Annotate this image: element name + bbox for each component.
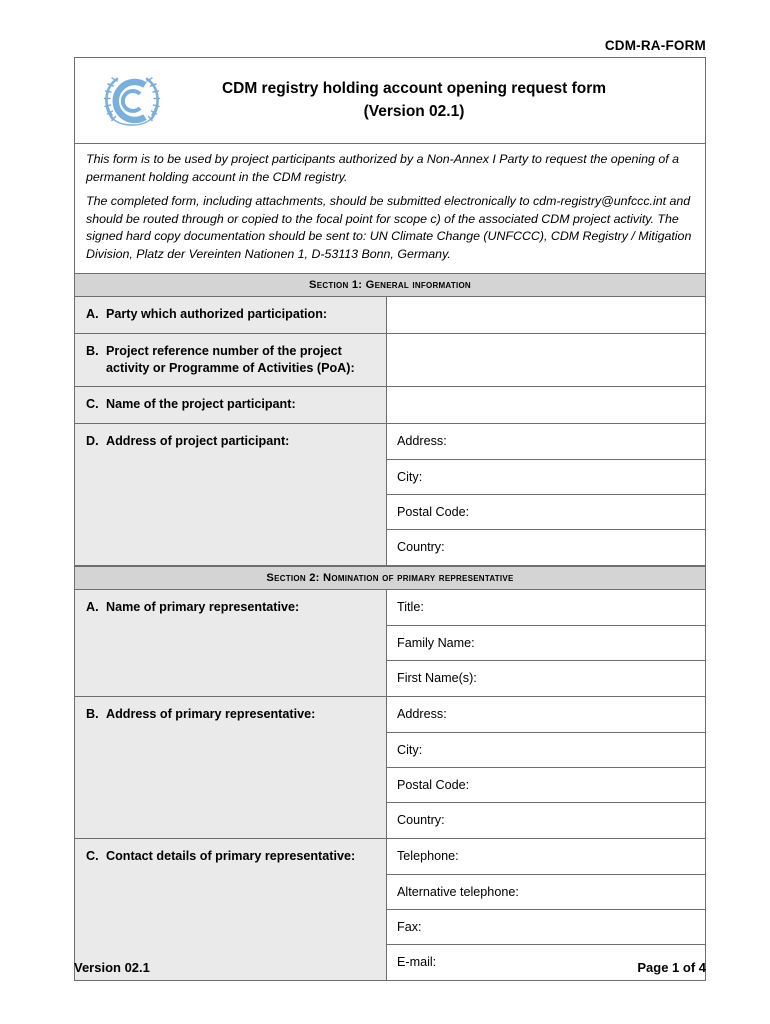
table-row [75,590,705,697]
field-label-1b [75,334,387,387]
subfield-country[interactable]: Country: [397,813,445,828]
subfield-postal-code[interactable]: Postal Code: [387,768,705,803]
page-footer [74,960,706,975]
field-label-text: Address of project participant: [106,434,290,449]
section-2-header: Section 2: Nomination of primary representative [75,566,705,590]
field-label-text: Project reference number of the project activity or Programme of Activities (PoA): [106,343,355,376]
field-label-text: Contact details of primary representative: [106,849,356,864]
field-label-1d [75,424,387,565]
unfccc-logo-icon [97,70,167,132]
field-letter: D. [86,434,99,449]
form-frame [74,57,706,981]
title-band [75,58,705,144]
subfield-address[interactable]: Address: [387,424,705,459]
field-value-wrap-1b [387,334,705,387]
table-row [75,334,705,388]
field-label-1c [75,387,387,423]
subfield-country[interactable]: Country: [397,540,445,555]
field-letter: B. [86,343,99,358]
subfield-email[interactable]: E-mail: [397,955,437,970]
footer-page-number: Page 1 of 4 [637,960,706,975]
intro-note [75,144,705,274]
subfield-telephone[interactable]: Telephone: [387,839,705,874]
intro-paragraph-1: This form is to be used by project participants authorized by a Non-Annex I Party to request the opening of a permanent holding account in the CDM registry. [86,152,680,184]
field-value-wrap-2a [387,590,705,696]
field-value-wrap-1c [387,387,705,423]
form-title: CDM registry holding account opening request form [221,80,607,98]
field-input-1b[interactable] [387,334,705,387]
document-code: CDM-RA-FORM [604,38,706,53]
title-cell [183,78,705,123]
subfield-family-name[interactable]: Family Name: [387,626,705,661]
form-version: (Version 02.1) [363,102,465,120]
field-value-wrap-2b [387,697,705,838]
section-1-header: Section 1: General information [75,274,705,297]
field-letter: B. [86,707,99,722]
subfield-city[interactable]: City: [387,460,705,495]
field-letter: A. [86,306,99,321]
table-row [75,297,705,334]
subfield-city[interactable]: City: [387,733,705,768]
field-label-2a [75,590,387,696]
logo-cell [75,70,183,132]
subfield-address[interactable]: Address: [387,697,705,732]
subfield-postal-code[interactable]: Postal Code: [387,495,705,530]
table-row [75,424,705,566]
field-letter: A. [86,600,99,615]
subfield-fax[interactable]: Fax: [387,910,705,945]
field-label-text: Name of primary representative: [106,600,300,615]
field-value-wrap-1a [387,297,705,333]
field-label-2b [75,697,387,838]
field-label-text: Address of primary representative: [106,707,316,722]
field-letter: C. [86,397,99,412]
subfield-title[interactable]: Title: [387,590,705,625]
subfield-first-names[interactable]: First Name(s): [397,671,477,686]
field-letter: C. [86,849,99,864]
table-row [75,697,705,839]
field-input-1a[interactable] [387,297,705,333]
field-value-wrap-1d [387,424,705,565]
table-row [75,387,705,424]
field-label-text: Name of the project participant: [106,397,296,412]
subfield-alternative-telephone[interactable]: Alternative telephone: [387,875,705,910]
field-label-1a [75,297,387,333]
field-label-text: Party which authorized participation: [106,306,328,321]
footer-version: Version 02.1 [74,960,150,975]
intro-paragraph-2: The completed form, including attachments, should be submitted electronically to cdm-registry@unfccc.int and should be routed through or copied to the focal point for scope c) of the associated CDM project activity. The signed hard copy documentation should be sent to: UN Climate Change (UNFCCC), CDM Registry / Mitigation Division, Platz der Vereinten Nationen 1, D-53113 Bonn, Germany. [86,194,692,262]
field-input-1c[interactable] [387,387,705,423]
